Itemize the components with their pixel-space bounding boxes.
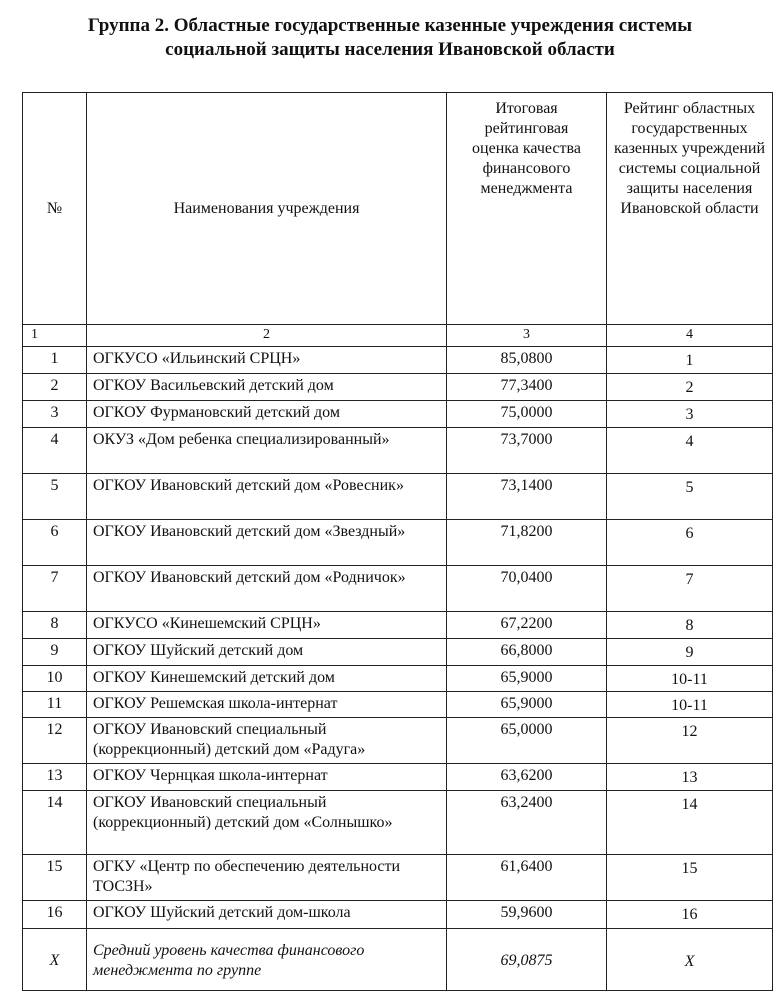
header-name: Наименования учреждения <box>87 93 447 325</box>
rank-value: 6 <box>607 520 773 566</box>
score-value: 70,0400 <box>447 566 607 612</box>
row-number: 7 <box>23 566 87 612</box>
institution-name: ОГКОУ Васильевский детский дом <box>87 374 447 401</box>
header-score: Итоговая рейтинговая оценка качества финансового менеджмента <box>447 93 607 325</box>
score-value: 59,9600 <box>447 901 607 929</box>
institution-name: ОГКУСО «Кинешемский СРЦН» <box>87 612 447 639</box>
column-number: 1 <box>23 325 87 347</box>
table-row <box>23 791 773 855</box>
institution-name: ОГКОУ Шуйский детский дом <box>87 639 447 666</box>
institution-name: ОГКОУ Решемская школа-интернат <box>87 692 447 718</box>
score-value: 71,8200 <box>447 520 607 566</box>
table-row <box>23 612 773 639</box>
title-line-2: социальной защиты населения Ивановской области <box>165 39 615 60</box>
row-number: 13 <box>23 764 87 791</box>
header-number: № <box>23 93 87 325</box>
rank-value: 10-11 <box>607 666 773 692</box>
table-row <box>23 901 773 929</box>
rank-value: 13 <box>607 764 773 791</box>
table-row <box>23 520 773 566</box>
rank-value: 9 <box>607 639 773 666</box>
score-value: 67,2200 <box>447 612 607 639</box>
institution-name: ОГКОУ Фурмановский детский дом <box>87 401 447 428</box>
summary-rank: X <box>607 929 773 991</box>
table-row <box>23 764 773 791</box>
score-value: 75,0000 <box>447 401 607 428</box>
rank-value: 16 <box>607 901 773 929</box>
rank-value: 4 <box>607 428 773 474</box>
header-rank: Рейтинг областных государственных казенных учреждений системы социальной защиты населения Ивановской области <box>607 93 773 325</box>
score-value: 63,6200 <box>447 764 607 791</box>
table-row <box>23 374 773 401</box>
rank-value: 10-11 <box>607 692 773 718</box>
row-number: 8 <box>23 612 87 639</box>
summary-row <box>23 929 773 991</box>
institution-name: ОГКОУ Ивановский детский дом «Ровесник» <box>87 474 447 520</box>
institution-name: ОГКОУ Ивановский специальный (коррекционный) детский дом «Солнышко» <box>87 791 447 855</box>
title-line-1: Группа 2. Областные государственные казенные учреждения системы <box>87 15 693 36</box>
table-row <box>23 474 773 520</box>
row-number: 16 <box>23 901 87 929</box>
row-number: 5 <box>23 474 87 520</box>
row-number: 12 <box>23 718 87 764</box>
score-value: 73,7000 <box>447 428 607 474</box>
rank-value: 12 <box>607 718 773 764</box>
table-row <box>23 428 773 474</box>
institution-name: ОГКУСО «Ильинский СРЦН» <box>87 347 447 374</box>
institution-name: ОГКОУ Ивановский детский дом «Родничок» <box>87 566 447 612</box>
rank-value: 5 <box>607 474 773 520</box>
rating-table <box>22 92 773 991</box>
institution-name: ОКУЗ «Дом ребенка специализированный» <box>87 428 447 474</box>
institution-name: ОГКОУ Чернцкая школа-интернат <box>87 764 447 791</box>
summary-number: X <box>23 929 87 991</box>
score-value: 65,9000 <box>447 692 607 718</box>
institution-name: ОГКОУ Ивановский детский дом «Звездный» <box>87 520 447 566</box>
row-number: 2 <box>23 374 87 401</box>
row-number: 14 <box>23 791 87 855</box>
score-value: 66,8000 <box>447 639 607 666</box>
institution-name: ОГКОУ Шуйский детский дом-школа <box>87 901 447 929</box>
score-value: 85,0800 <box>447 347 607 374</box>
table-row <box>23 666 773 692</box>
score-value: 61,6400 <box>447 855 607 901</box>
table-row <box>23 718 773 764</box>
score-value: 63,2400 <box>447 791 607 855</box>
summary-score: 69,0875 <box>447 929 607 991</box>
table-header-row <box>23 93 773 325</box>
rank-value: 14 <box>607 791 773 855</box>
rank-value: 7 <box>607 566 773 612</box>
column-number: 4 <box>607 325 773 347</box>
institution-name: ОГКУ «Центр по обеспечению деятельности ТОСЗН» <box>87 855 447 901</box>
column-number: 3 <box>447 325 607 347</box>
column-number: 2 <box>87 325 447 347</box>
column-number-row <box>23 325 773 347</box>
rank-value: 8 <box>607 612 773 639</box>
institution-name: ОГКОУ Кинешемский детский дом <box>87 666 447 692</box>
row-number: 10 <box>23 666 87 692</box>
rank-value: 3 <box>607 401 773 428</box>
summary-label: Средний уровень качества финансового менеджмента по группе <box>87 929 447 991</box>
score-value: 73,1400 <box>447 474 607 520</box>
row-number: 6 <box>23 520 87 566</box>
row-number: 15 <box>23 855 87 901</box>
score-value: 77,3400 <box>447 374 607 401</box>
row-number: 9 <box>23 639 87 666</box>
row-number: 3 <box>23 401 87 428</box>
document-title <box>0 14 780 62</box>
row-number: 11 <box>23 692 87 718</box>
table-row <box>23 855 773 901</box>
score-value: 65,0000 <box>447 718 607 764</box>
table-row <box>23 566 773 612</box>
table-row <box>23 347 773 374</box>
score-value: 65,9000 <box>447 666 607 692</box>
institution-name: ОГКОУ Ивановский специальный (коррекционный) детский дом «Радуга» <box>87 718 447 764</box>
row-number: 4 <box>23 428 87 474</box>
row-number: 1 <box>23 347 87 374</box>
rank-value: 1 <box>607 347 773 374</box>
rank-value: 2 <box>607 374 773 401</box>
table-row <box>23 401 773 428</box>
table-row <box>23 692 773 718</box>
table-row <box>23 639 773 666</box>
rank-value: 15 <box>607 855 773 901</box>
